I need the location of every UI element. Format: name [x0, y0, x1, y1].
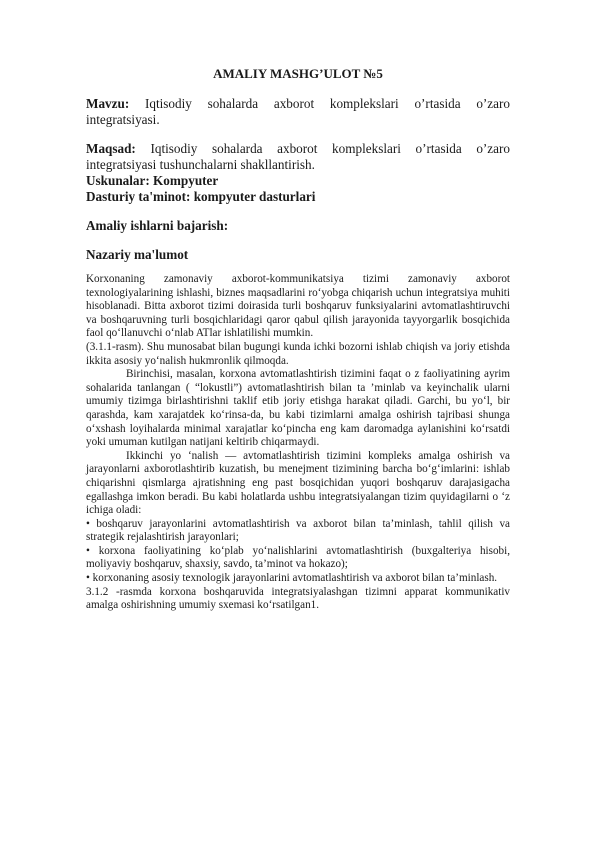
paragraph: Ikkinchi yo ‘nalish — avtomatlashtirish tizimini kompleks amalga oshirish va jarayonlarni axborotlashtirib kuzatish, bu menejment tizimining barcha bo‘g‘imlarini: ishlab chiqarishni qismlarga ajratishning eng past bosqichidan yuqori boshqaruv darajasigacha egallashga imkon beradi. Bu kabi holatlarda ushbu integratsiyalangan tizim quyidagilarni o ‘z ichiga oladi: — [86, 449, 510, 517]
paragraph: (3.1.1-rasm). Shu munosabat bilan bugungi kunda ichki bozorni ishlab chiqish va joriy etishda ikkita asosiy yo‘nalish hukmronlik qilmoqda. — [86, 340, 510, 367]
bullet-item: • boshqaruv jarayonlarini avtomatlashtirish va axborot bilan ta’minlash, tahlil qilish va strategik rejalashtirish jarayonlari; — [86, 517, 510, 544]
software-line: Dasturiy ta'minot: kompyuter dasturlari — [86, 189, 316, 204]
topic-line — [86, 96, 510, 128]
paragraph: 3.1.2 -rasmda korxona boshqaruvida integratsiyalashgan tizimni apparat kommunikativ amalga oshirishning umumiy sxemasi ko‘rsatilgan1. — [86, 585, 510, 612]
paragraph: Birinchisi, masalan, korxona avtomatlashtirish tizimini faqat o z faoliyatining ayrim sohalarida tanlangan ( “lokustli”) avtomatlashtirish bilan ta ’minlab va keyinchalik ularni umumiy tizimga birlashtirishni taklif etib joriy etishga harakat qiladi. Garchi, bu yo‘l, bir qarashda, kam xarajatdek ko‘rinsa-da, bu kabi tizimlarni amalga oshirish tajribasi shunga o‘xshash loyihalarda minimal xarajatlar ko‘pincha eng kam daromadga aylanishini ko‘rsatdi yoki umuman kutilgan natijani keltirib chiqarmaydi. — [86, 368, 510, 449]
page-title: AMALIY MASHG’ULOT №5 — [213, 66, 383, 81]
goal-text: Iqtisodiy sohalarda axborot komplekslari o’rtasida o’zaro integratsiyasi tushunchalarni shakllantirish. — [86, 141, 510, 172]
bullet-item: • korxona faoliyatining ko‘plab yo‘nalishlarini avtomatlashtirish (buxgalteriya hisobi, moliyaviy boshqaruv, shaxsiy, savdo, ta’minot va hokazo); — [86, 544, 510, 571]
practical-heading: Amaliy ishlarni bajarish: — [86, 218, 229, 233]
topic-text: Iqtisodiy sohalarda axborot komplekslari o’rtasida o’zaro integratsiyasi. — [86, 96, 510, 127]
paragraph: Korxonaning zamonaviy axborot-kommunikatsiya tizimi zamonaviy axborot texnologiyalarining ishlashi, biznes maqsadlarini ro‘yobga chiqarish uchun integratsiya muhiti hisoblanadi. Bitta axborot tizimi doirasida turli boshqaruv funksiyalarini avtomatlashtiruvchi va boshqaruvning turli bosqichlaridagi qaror qabul qilish jarayonida tayyorgarlik bosqichida faol qo‘llanuvchi o‘nlab ATlar ishlatilishi mumkin. — [86, 273, 510, 340]
equipment-line: Uskunalar: Kompyuter — [86, 173, 219, 188]
goal-line — [86, 141, 510, 173]
goal-label: Maqsad: — [86, 141, 136, 156]
theory-heading: Nazariy ma'lumot — [86, 247, 189, 262]
bullet-item: • korxonaning asosiy texnologik jarayonlarini avtomatlashtirish va axborot bilan ta’minlash. — [86, 572, 498, 585]
body-text — [86, 273, 510, 613]
topic-label: Mavzu: — [86, 96, 130, 111]
